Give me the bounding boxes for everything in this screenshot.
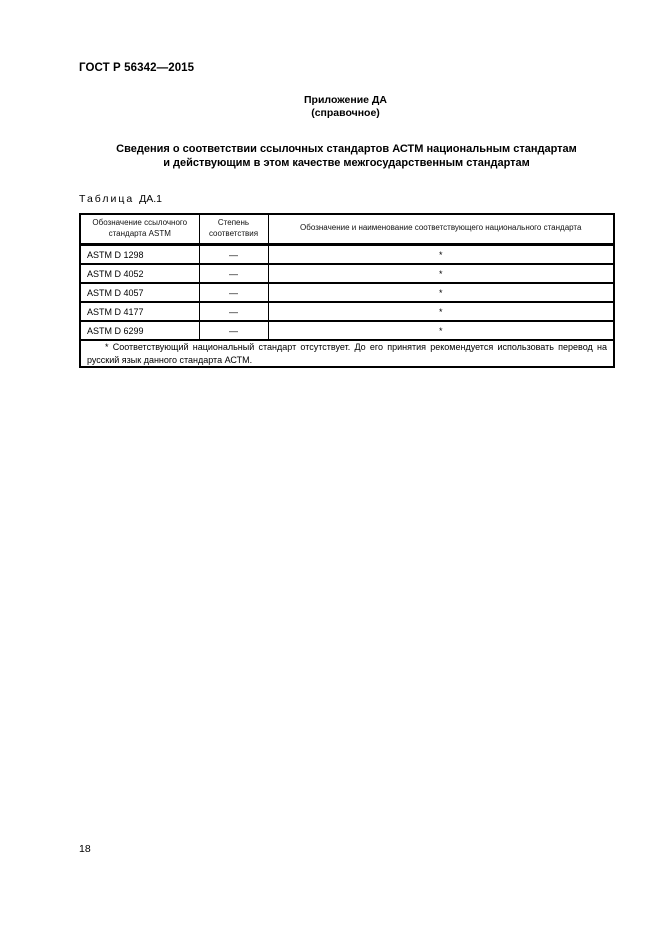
astm-designation-cell: ASTM D 4057 bbox=[80, 283, 199, 302]
section-title-line-2: и действующим в этом качестве межгосударственным стандартам bbox=[163, 157, 530, 169]
table-row bbox=[80, 302, 614, 321]
astm-designation-cell: ASTM D 1298 bbox=[80, 245, 199, 265]
table-row bbox=[80, 245, 614, 265]
degree-cell: — bbox=[199, 264, 268, 283]
table-row bbox=[80, 283, 614, 302]
reference-standards-table bbox=[79, 213, 615, 368]
table-row bbox=[80, 264, 614, 283]
section-title-line-1: Сведения о соответствии ссылочных стандартов АСТМ национальным стандартам bbox=[116, 143, 577, 155]
column-header-astm-designation: Обозначение ссылочного стандарта ASTM bbox=[80, 214, 199, 245]
table-caption bbox=[79, 193, 162, 205]
degree-cell: — bbox=[199, 302, 268, 321]
column-header-national-standard: Обозначение и наименование соответствующего национального стандарта bbox=[268, 214, 614, 245]
national-standard-cell: * bbox=[268, 302, 614, 321]
table-header-row bbox=[80, 214, 614, 245]
national-standard-cell: * bbox=[268, 283, 614, 302]
degree-cell: — bbox=[199, 283, 268, 302]
table-footnote bbox=[80, 340, 614, 367]
degree-cell: — bbox=[199, 245, 268, 265]
astm-designation-cell: ASTM D 6299 bbox=[80, 321, 199, 340]
table-caption-number: ДА.1 bbox=[139, 193, 162, 205]
table-row bbox=[80, 321, 614, 340]
national-standard-cell: * bbox=[268, 264, 614, 283]
table-footnote-row bbox=[80, 340, 614, 367]
annex-subtitle: (справочное) bbox=[311, 107, 380, 119]
table-caption-prefix: Таблица bbox=[79, 193, 135, 205]
degree-cell: — bbox=[199, 321, 268, 340]
page-number: 18 bbox=[79, 843, 91, 855]
section-title bbox=[79, 142, 614, 170]
document-standard-code: ГОСТ Р 56342—2015 bbox=[79, 62, 195, 74]
astm-designation-cell: ASTM D 4177 bbox=[80, 302, 199, 321]
astm-designation-cell: ASTM D 4052 bbox=[80, 264, 199, 283]
annex-title: Приложение ДА bbox=[304, 94, 387, 106]
annex-heading bbox=[0, 94, 661, 120]
national-standard-cell: * bbox=[268, 245, 614, 265]
column-header-degree-of-conformity: Степень соответствия bbox=[199, 214, 268, 245]
footnote-text: * Соответствующий национальный стандарт отсутствует. До его принятия рекомендуется использовать перевод на русский язык данного стандарта АСТМ. bbox=[87, 342, 607, 365]
national-standard-cell: * bbox=[268, 321, 614, 340]
